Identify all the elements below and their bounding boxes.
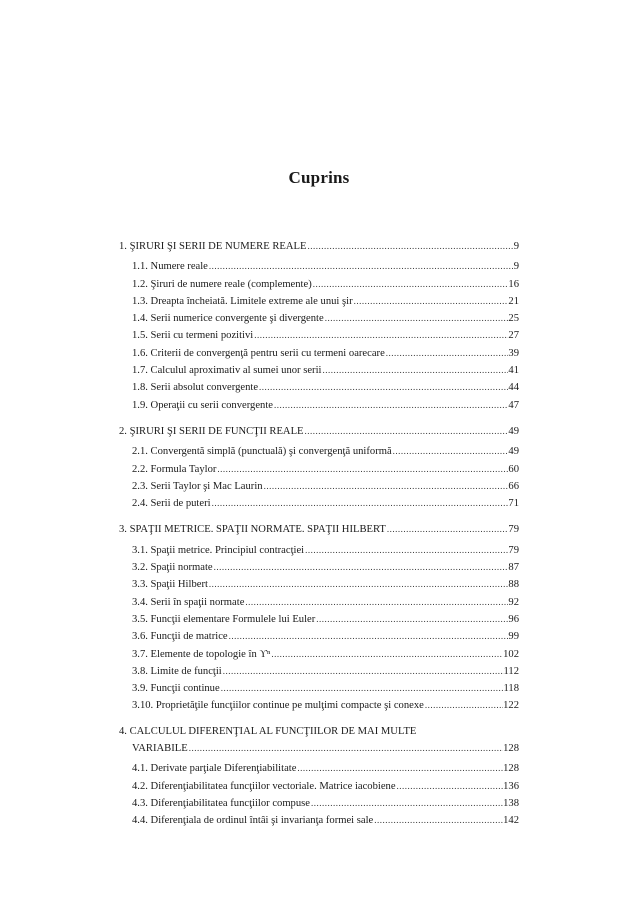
entry-title: 3.10. Proprietăţile funcţiilor continue pe mulţimi compacte şi conexe: [132, 700, 424, 712]
toc-entry[interactable]: [119, 293, 519, 310]
toc-entry[interactable]: [119, 542, 519, 559]
entry-title: 1.8. Serii absolut convergente: [132, 382, 259, 394]
dot-leader: [222, 663, 504, 679]
page-number: 44: [508, 382, 519, 394]
chapter-title: 1. ŞIRURI ŞI SERII DE NUMERE REALE: [119, 241, 307, 252]
dot-leader: [213, 559, 509, 575]
entry-title: 2.2. Formula Taylor: [132, 463, 217, 475]
toc-chapter-heading[interactable]: [119, 521, 519, 538]
dot-leader: [208, 258, 514, 274]
dot-leader: [208, 576, 508, 592]
page-number: 21: [508, 295, 519, 307]
entry-title: 1.7. Calculul aproximativ al sumei unor serii: [132, 365, 322, 377]
toc-entry[interactable]: [119, 697, 519, 714]
entry-title: 1.5. Serii cu termeni pozitivi: [132, 330, 254, 342]
chapter-title-line1[interactable]: 4. CALCULUL DIFERENŢIAL AL FUNCŢIILOR DE MAI MULTE: [119, 725, 417, 737]
entry-title: 1.2. Şiruri de numere reale (complemente): [132, 278, 312, 290]
toc-section-1: [119, 238, 519, 414]
toc-entry[interactable]: [119, 495, 519, 512]
toc-entry[interactable]: [119, 310, 519, 327]
entry-title: 2.4. Serii de puteri: [132, 498, 211, 510]
entry-title: 3.3. Spaţii Hilbert: [132, 579, 208, 591]
page-number: 112: [503, 665, 519, 677]
toc-entry[interactable]: [119, 461, 519, 478]
page-number: 87: [508, 562, 519, 574]
page-number: 27: [508, 330, 519, 342]
entry-title: 3.5. Funcţii elementare Formulele lui Euler: [132, 613, 316, 625]
entry-title: 3.9. Funcţii continue: [132, 683, 220, 695]
dot-leader: [373, 812, 503, 828]
page-number: 9: [513, 241, 519, 252]
entry-title: 3.1. Spaţii metrice. Principiul contracţiei: [132, 544, 305, 556]
entry-title: 2.1. Convergentă simplă (punctuală) şi convergenţă uniformă: [132, 446, 392, 458]
entry-title: 3.7. Elemente de topologie în ϒⁿ: [132, 648, 271, 660]
toc-entry[interactable]: [119, 576, 519, 593]
dot-leader: [386, 521, 509, 537]
entry-title: 4.1. Derivate parţiale Diferenţiabilitate: [132, 763, 297, 775]
dot-leader: [315, 611, 508, 627]
page-number: 128: [503, 763, 519, 775]
toc-entry[interactable]: [119, 258, 519, 275]
toc-entry[interactable]: [119, 795, 519, 812]
entry-title: 1.1. Numere reale: [132, 261, 208, 273]
dot-leader: [270, 646, 503, 662]
entry-title: 3.8. Limite de funcţii: [132, 665, 222, 677]
page-number: 60: [508, 463, 519, 475]
toc-section-2: [119, 423, 519, 512]
table-of-contents: [119, 238, 519, 839]
toc-chapter-heading[interactable]: [119, 423, 519, 440]
page-number: 41: [508, 365, 519, 377]
toc-entry[interactable]: [119, 760, 519, 777]
entry-title: 3.2. Spaţii normate: [132, 562, 213, 574]
page-number: 39: [508, 347, 519, 359]
dot-leader: [312, 276, 509, 292]
toc-entry[interactable]: [119, 812, 519, 829]
page-number: 9: [513, 261, 519, 273]
dot-leader: [396, 778, 504, 794]
page-number: 142: [503, 815, 519, 827]
page-number: 71: [508, 498, 519, 510]
entry-title: 3.6. Funcţii de matrice: [132, 631, 228, 643]
dot-leader: [273, 397, 508, 413]
toc-entry[interactable]: [119, 628, 519, 645]
page-number: 49: [508, 425, 519, 437]
entry-title: 1.3. Dreapta încheiată. Limitele extreme ale unui şir: [132, 295, 353, 307]
dot-leader: [310, 795, 503, 811]
entry-title: 1.6. Criterii de convergenţă pentru serii cu termeni oarecare: [132, 347, 385, 359]
toc-section-3: [119, 521, 519, 714]
dot-leader: [385, 345, 509, 361]
entry-title: 2.3. Serii Taylor şi Mac Laurin: [132, 480, 263, 492]
entry-title: 4.4. Diferenţiala de ordinul întâi şi invarianţa formei sale: [132, 815, 374, 827]
dot-leader: [306, 238, 513, 254]
dot-leader: [258, 379, 508, 395]
toc-chapter-heading[interactable]: [119, 740, 519, 757]
toc-entry[interactable]: [119, 345, 519, 362]
page-number: 66: [508, 480, 519, 492]
page-number: 99: [508, 631, 519, 643]
page-number: 16: [508, 278, 519, 290]
page-number: 79: [508, 524, 519, 536]
toc-entry[interactable]: [119, 611, 519, 628]
toc-entry[interactable]: [119, 397, 519, 414]
page-number: 96: [508, 613, 519, 625]
dot-leader: [263, 478, 509, 494]
entry-title: 4.3. Diferenţiabilitatea funcţiilor compuse: [132, 797, 310, 809]
page-number: 138: [503, 797, 519, 809]
dot-leader: [216, 461, 508, 477]
page-number: 79: [508, 544, 519, 556]
dot-leader: [324, 310, 509, 326]
dot-leader: [211, 495, 509, 511]
dot-leader: [253, 327, 508, 343]
dot-leader: [424, 697, 503, 713]
toc-entry[interactable]: [119, 443, 519, 460]
toc-section-4: [119, 724, 519, 830]
dot-leader: [228, 628, 509, 644]
page-number: 92: [508, 596, 519, 608]
toc-entry[interactable]: [119, 327, 519, 344]
page-number: 25: [508, 313, 519, 325]
page-number: 49: [508, 446, 519, 458]
toc-entry[interactable]: [119, 680, 519, 697]
dot-leader: [353, 293, 509, 309]
dot-leader: [304, 423, 509, 439]
toc-entry[interactable]: [119, 594, 519, 611]
entry-title: 3.4. Serii în spaţii normate: [132, 596, 245, 608]
entry-title: 1.4. Serii numerice convergente şi divergente: [132, 313, 324, 325]
page-number: 128: [503, 743, 519, 755]
page-number: 122: [503, 700, 519, 712]
dot-leader: [244, 594, 508, 610]
entry-title: 1.9. Operaţii cu serii convergente: [132, 399, 274, 411]
page-number: 136: [503, 780, 519, 792]
page-number: 102: [503, 648, 519, 660]
dot-leader: [296, 760, 503, 776]
page-number: 88: [508, 579, 519, 591]
toc-entry[interactable]: [119, 362, 519, 379]
page-number: 118: [503, 683, 519, 695]
dot-leader: [304, 542, 508, 558]
toc-entry[interactable]: [119, 663, 519, 680]
dot-leader: [321, 362, 508, 378]
page-title: Cuprins: [288, 168, 350, 187]
chapter-title: 2. ŞIRURI ŞI SERII DE FUNCŢII REALE: [119, 425, 304, 437]
dot-leader: [188, 740, 503, 756]
toc-entry[interactable]: [119, 478, 519, 495]
chapter-title-line2: VARIABILE: [132, 743, 188, 755]
toc-entry[interactable]: [119, 646, 519, 663]
dot-leader: [392, 443, 509, 459]
page-number: 47: [508, 399, 519, 411]
toc-chapter-heading[interactable]: [119, 238, 519, 255]
toc-entry[interactable]: [119, 559, 519, 576]
toc-entry[interactable]: [119, 379, 519, 396]
dot-leader: [220, 680, 504, 696]
chapter-title: 3. SPAŢII METRICE. SPAŢII NORMATE. SPAŢII HILBERT: [119, 524, 386, 536]
entry-title: 4.2. Diferenţiabilitatea funcţiilor vectoriale. Matrice iacobiene: [132, 780, 396, 792]
toc-entry[interactable]: [119, 276, 519, 293]
toc-entry[interactable]: [119, 778, 519, 795]
